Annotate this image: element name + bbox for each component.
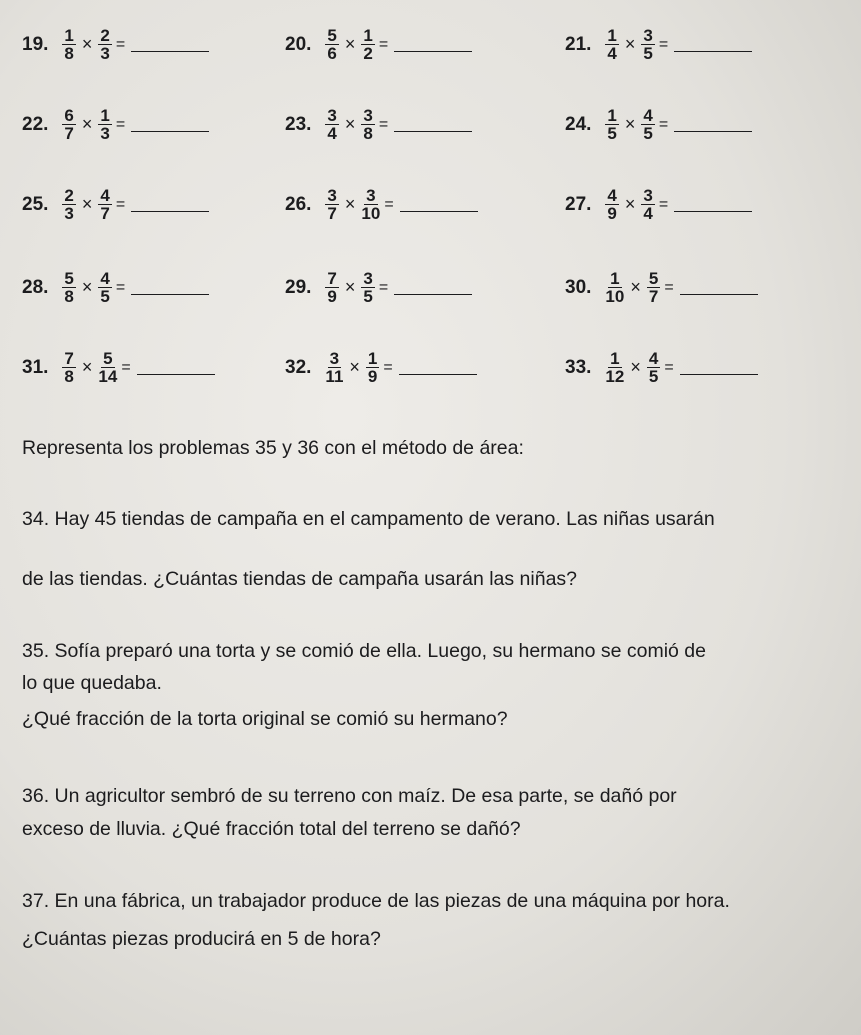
denominator: 6 bbox=[327, 44, 337, 63]
numerator: 2 bbox=[100, 26, 110, 45]
times-sign: × bbox=[624, 114, 636, 134]
answer-blank[interactable] bbox=[394, 280, 472, 295]
equals-sign: = bbox=[378, 115, 389, 133]
fraction bbox=[325, 107, 338, 142]
denominator: 9 bbox=[367, 367, 378, 386]
numerator: 3 bbox=[329, 349, 340, 368]
word-problem-37: 37. En una fábrica, un trabajador produce de las piezas de una máquina por hora. bbox=[22, 890, 730, 912]
numerator: 3 bbox=[643, 186, 653, 205]
fraction bbox=[641, 187, 654, 222]
denominator: 12 bbox=[605, 367, 625, 386]
problem-number: 33. bbox=[565, 356, 592, 378]
answer-blank[interactable] bbox=[137, 360, 215, 375]
denominator: 7 bbox=[100, 204, 110, 223]
denominator: 11 bbox=[325, 367, 344, 386]
word-problem-37-question: ¿Cuántas piezas producirá en 5 de hora? bbox=[22, 928, 381, 950]
equals-sign: = bbox=[115, 195, 126, 213]
answer-blank[interactable] bbox=[399, 360, 477, 375]
problem-number: 24. bbox=[565, 113, 592, 135]
problem-21 bbox=[565, 27, 752, 62]
answer-blank[interactable] bbox=[131, 197, 209, 212]
equals-sign: = bbox=[121, 358, 131, 376]
equals-sign: = bbox=[664, 278, 674, 296]
answer-blank[interactable] bbox=[680, 360, 758, 375]
fraction bbox=[98, 187, 111, 222]
problem-19 bbox=[22, 27, 209, 62]
problem-number: 26. bbox=[285, 193, 312, 215]
fraction bbox=[98, 350, 117, 385]
denominator: 9 bbox=[327, 287, 337, 306]
numerator: 4 bbox=[643, 106, 653, 125]
problem-30 bbox=[565, 270, 758, 305]
problem-23 bbox=[285, 107, 472, 142]
numerator: 5 bbox=[648, 269, 659, 288]
equals-sign: = bbox=[115, 35, 126, 53]
fraction bbox=[62, 350, 75, 385]
fraction bbox=[98, 27, 111, 62]
denominator: 5 bbox=[643, 44, 653, 63]
denominator: 5 bbox=[100, 287, 110, 306]
fraction bbox=[325, 270, 338, 305]
answer-blank[interactable] bbox=[674, 37, 752, 52]
numerator: 7 bbox=[327, 269, 337, 288]
problem-22 bbox=[22, 107, 209, 142]
times-sign: × bbox=[630, 277, 641, 297]
word-problem-34: 34. Hay 45 tiendas de campaña en el campamento de verano. Las niñas usarán bbox=[22, 508, 715, 530]
fraction bbox=[641, 27, 654, 62]
numerator: 3 bbox=[327, 106, 337, 125]
fraction bbox=[361, 270, 374, 305]
problem-29 bbox=[285, 270, 472, 305]
numerator: 4 bbox=[100, 186, 110, 205]
denominator: 2 bbox=[363, 44, 373, 63]
instruction: Representa los problemas 35 y 36 con el método de área: bbox=[22, 437, 524, 459]
times-sign: × bbox=[624, 194, 636, 214]
fraction bbox=[325, 187, 338, 222]
denominator: 8 bbox=[64, 44, 74, 63]
numerator: 1 bbox=[367, 349, 378, 368]
word-problem-34-cont: de las tiendas. ¿Cuántas tiendas de campaña usarán las niñas? bbox=[22, 568, 578, 590]
numerator: 5 bbox=[327, 26, 337, 45]
times-sign: × bbox=[81, 34, 93, 54]
word-problem-35: 35. Sofía preparó una torta y se comió de ella. Luego, su hermano se comió de bbox=[22, 640, 706, 662]
fraction bbox=[605, 187, 618, 222]
answer-blank[interactable] bbox=[680, 280, 758, 295]
fraction bbox=[325, 350, 343, 385]
fraction bbox=[325, 27, 338, 62]
equals-sign: = bbox=[664, 358, 674, 376]
times-sign: × bbox=[349, 357, 360, 377]
answer-blank[interactable] bbox=[131, 280, 209, 295]
denominator: 8 bbox=[363, 124, 373, 143]
numerator: 1 bbox=[607, 106, 617, 125]
problem-26 bbox=[285, 187, 478, 222]
fraction bbox=[605, 27, 618, 62]
fraction bbox=[98, 107, 111, 142]
denominator: 10 bbox=[605, 287, 625, 306]
problem-number: 30. bbox=[565, 276, 592, 298]
fraction bbox=[647, 350, 660, 385]
answer-blank[interactable] bbox=[394, 37, 472, 52]
denominator: 5 bbox=[363, 287, 373, 306]
numerator: 3 bbox=[363, 106, 373, 125]
times-sign: × bbox=[81, 114, 93, 134]
fraction bbox=[62, 107, 75, 142]
numerator: 4 bbox=[607, 186, 617, 205]
problem-number: 29. bbox=[285, 276, 312, 298]
equals-sign: = bbox=[115, 278, 126, 296]
problem-number: 20. bbox=[285, 33, 312, 55]
word-problem-36-cont: exceso de lluvia. ¿Qué fracción total del terreno se dañó? bbox=[22, 818, 521, 840]
problem-number: 27. bbox=[565, 193, 592, 215]
equals-sign: = bbox=[658, 35, 669, 53]
denominator: 5 bbox=[643, 124, 653, 143]
times-sign: × bbox=[624, 34, 636, 54]
denominator: 5 bbox=[648, 367, 659, 386]
denominator: 3 bbox=[100, 124, 110, 143]
problem-32 bbox=[285, 350, 477, 385]
denominator: 4 bbox=[607, 44, 617, 63]
numerator: 3 bbox=[366, 186, 376, 205]
problem-number: 31. bbox=[22, 356, 49, 378]
numerator: 3 bbox=[363, 269, 373, 288]
denominator: 4 bbox=[643, 204, 653, 223]
fraction bbox=[62, 27, 75, 62]
numerator: 1 bbox=[363, 26, 373, 45]
fraction bbox=[62, 270, 75, 305]
numerator: 1 bbox=[610, 349, 620, 368]
numerator: 7 bbox=[64, 349, 74, 368]
numerator: 6 bbox=[64, 106, 74, 125]
answer-blank[interactable] bbox=[400, 197, 478, 212]
times-sign: × bbox=[344, 34, 356, 54]
numerator: 4 bbox=[648, 349, 659, 368]
fraction bbox=[647, 270, 660, 305]
times-sign: × bbox=[81, 357, 93, 377]
denominator: 4 bbox=[327, 124, 337, 143]
fraction bbox=[361, 107, 374, 142]
equals-sign: = bbox=[378, 35, 389, 53]
word-problem-35-question: ¿Qué fracción de la torta original se comió su hermano? bbox=[22, 708, 508, 730]
fraction bbox=[605, 350, 624, 385]
equals-sign: = bbox=[383, 358, 393, 376]
numerator: 3 bbox=[643, 26, 653, 45]
problem-25 bbox=[22, 187, 209, 222]
denominator: 7 bbox=[327, 204, 337, 223]
numerator: 1 bbox=[64, 26, 74, 45]
numerator: 4 bbox=[100, 269, 110, 288]
problem-24 bbox=[565, 107, 752, 142]
answer-blank[interactable] bbox=[131, 37, 209, 52]
numerator: 5 bbox=[103, 349, 113, 368]
fraction bbox=[605, 270, 624, 305]
answer-blank[interactable] bbox=[674, 117, 752, 132]
equals-sign: = bbox=[658, 115, 669, 133]
denominator: 8 bbox=[64, 287, 74, 306]
denominator: 7 bbox=[648, 287, 659, 306]
times-sign: × bbox=[81, 194, 93, 214]
word-problem-35-cont: lo que quedaba. bbox=[22, 672, 162, 694]
problem-number: 23. bbox=[285, 113, 312, 135]
numerator: 1 bbox=[100, 106, 110, 125]
fraction bbox=[62, 187, 75, 222]
denominator: 3 bbox=[64, 204, 74, 223]
problem-28 bbox=[22, 270, 209, 305]
problem-number: 32. bbox=[285, 356, 312, 378]
word-problem-36: 36. Un agricultor sembró de su terreno con maíz. De esa parte, se dañó por bbox=[22, 785, 677, 807]
numerator: 2 bbox=[64, 186, 74, 205]
times-sign: × bbox=[344, 277, 356, 297]
fraction bbox=[641, 107, 654, 142]
numerator: 1 bbox=[610, 269, 620, 288]
numerator: 5 bbox=[64, 269, 74, 288]
answer-blank[interactable] bbox=[394, 117, 472, 132]
problem-27 bbox=[565, 187, 752, 222]
fraction bbox=[98, 270, 111, 305]
denominator: 10 bbox=[361, 204, 381, 223]
numerator: 3 bbox=[327, 186, 337, 205]
equals-sign: = bbox=[378, 278, 389, 296]
equals-sign: = bbox=[384, 195, 394, 213]
fraction bbox=[361, 27, 374, 62]
problem-number: 21. bbox=[565, 33, 592, 55]
times-sign: × bbox=[344, 194, 356, 214]
equals-sign: = bbox=[115, 115, 126, 133]
denominator: 14 bbox=[98, 367, 118, 386]
times-sign: × bbox=[81, 277, 93, 297]
problem-33 bbox=[565, 350, 758, 385]
problem-31 bbox=[22, 350, 215, 385]
fraction bbox=[366, 350, 379, 385]
problem-number: 19. bbox=[22, 33, 49, 55]
fraction bbox=[361, 187, 380, 222]
denominator: 8 bbox=[64, 367, 74, 386]
problem-number: 25. bbox=[22, 193, 49, 215]
denominator: 9 bbox=[607, 204, 617, 223]
numerator: 1 bbox=[607, 26, 617, 45]
answer-blank[interactable] bbox=[131, 117, 209, 132]
denominator: 5 bbox=[607, 124, 617, 143]
fraction bbox=[605, 107, 618, 142]
problem-number: 22. bbox=[22, 113, 49, 135]
equals-sign: = bbox=[658, 195, 669, 213]
problem-20 bbox=[285, 27, 472, 62]
denominator: 7 bbox=[64, 124, 74, 143]
problem-number: 28. bbox=[22, 276, 49, 298]
denominator: 3 bbox=[100, 44, 110, 63]
times-sign: × bbox=[630, 357, 641, 377]
times-sign: × bbox=[344, 114, 356, 134]
answer-blank[interactable] bbox=[674, 197, 752, 212]
